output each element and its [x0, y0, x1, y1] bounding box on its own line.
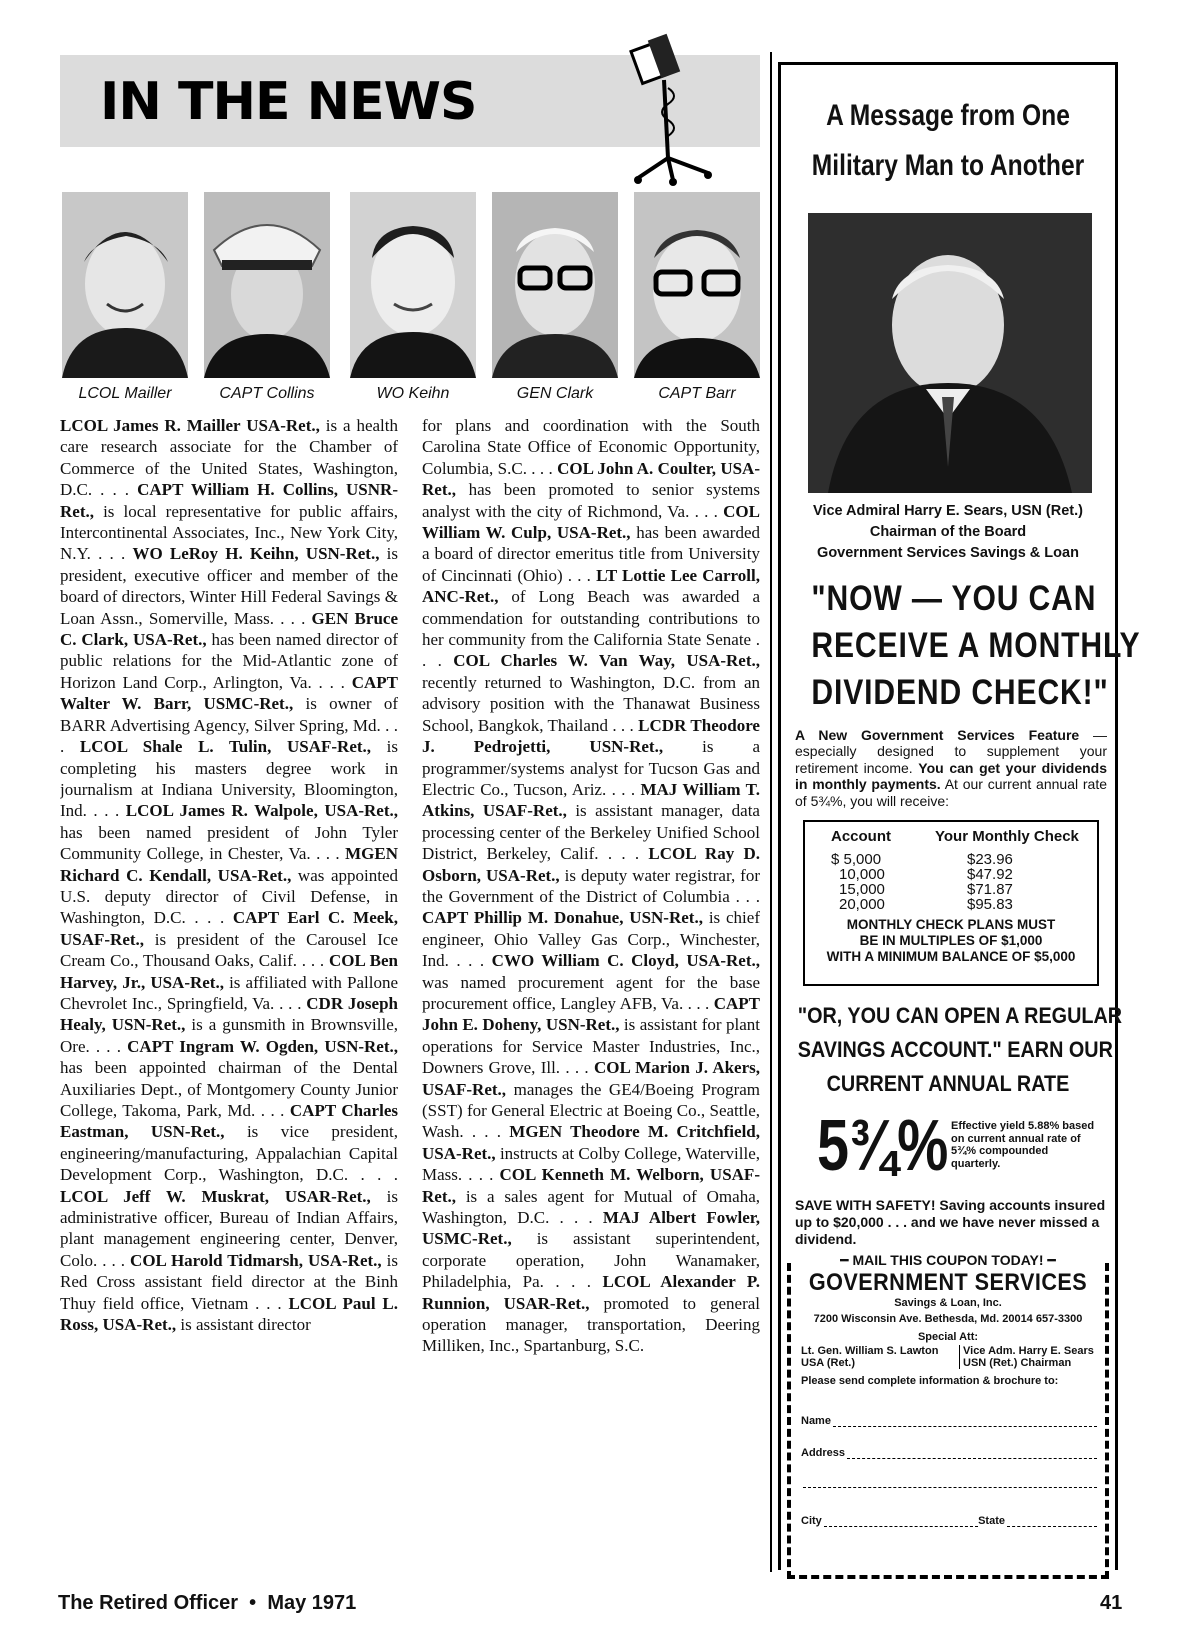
article-text: has been awarded a board of director emeritus title from University of Cincinnati (Ohio) . . . — [422, 523, 760, 585]
person-name: COL Harold Tidmarsh, USA-Ret., — [130, 1250, 382, 1270]
state-label: State — [978, 1515, 1005, 1527]
publication-name: The Retired Officer — [58, 1592, 239, 1614]
ad-portrait-photo — [808, 213, 1092, 493]
person-name: LCOL Shale L. Tulin, USAF-Ret., — [79, 737, 372, 757]
article-text: has been named president of John Tyler Community College, in Chester, Va. . . . — [60, 822, 398, 864]
name-label: Name — [801, 1415, 831, 1427]
person-name: CAPT Earl C. Meek, USAF-Ret., — [60, 908, 398, 949]
page-number: 41 — [1100, 1592, 1123, 1614]
article-text: for plans and coordination with the South Carolina State Office of Economic Opportunity, Columbia, S.C. . . . — [422, 416, 760, 478]
photo-caption: GEN Clark — [516, 385, 594, 402]
person-name: COL William W. Culp, USA-Ret., — [422, 501, 760, 543]
table-note: MONTHLY CHECK PLANS MUST BE IN MULTIPLES OF $1,000 WITH A MINIMUM BALANCE OF $5,000 — [826, 917, 1076, 964]
table-cell-check: $71.87 — [967, 881, 1013, 898]
send-info-label: Please send complete information & brochure to: — [801, 1375, 1059, 1387]
person-name: LCOL Jeff W. Muskrat, USAR-Ret., — [60, 1186, 371, 1206]
table-header-check: Your Monthly Check — [935, 828, 1079, 845]
name-line[interactable] — [833, 1418, 1097, 1427]
article-text: is local representative for public affairs, Intercontinental Associates, Inc., New York City, N.Y. . . . — [60, 501, 398, 564]
contact-lawton: Lt. Gen. William S. Lawton USA (Ret.) — [801, 1345, 939, 1369]
photo-portrait-mailler — [62, 192, 188, 378]
person-name: LCOL Alexander P. Runnion, USAR-Ret., — [422, 1272, 760, 1313]
article-text: has been promoted to senior systems analyst with the city of Richmond, Va. . . . — [422, 480, 760, 521]
article-text: instructs at Colby College, Waterville, Mass. . . . — [422, 1143, 760, 1185]
article-text: manages the GE4/Boeing Program (SST) for General Electric at Boeing Co., Seattle, Wash. . . . — [422, 1079, 760, 1142]
article-text: is affiliated with Pallone Chevrolet Inc., Springfield, Va. . . . — [60, 972, 398, 1013]
person-name: LCOL James R. Mailler USA-Ret., — [60, 416, 320, 435]
ad-headline: "NOW — YOU CAN RECEIVE A MONTHLY DIVIDEND CHECK!" — [811, 579, 1141, 712]
table-cell-account: 15,000 — [839, 881, 885, 898]
photo-portrait-collins — [204, 192, 330, 378]
article-text: is assistant manager, data processing center of the Berkeley Unified School District, Berkeley, Calif. . . . — [422, 801, 760, 864]
person-name: LCOL James R. Walpole, USA-Ret., — [125, 801, 398, 821]
address-field[interactable] — [801, 1447, 1097, 1459]
person-name: COL John A. Coulter, USA-Ret., — [422, 458, 760, 500]
article-text: is completing his masters degree work in journalism at Indiana University, Bloomington, Ind. . . . — [60, 737, 398, 821]
article-text: is a programmer/systems analyst for Tucson Gas and Electric Co., Tucson, Ariz. . . . — [422, 737, 760, 799]
company-subtitle: Savings & Loan, Inc. — [894, 1297, 1002, 1309]
state-line[interactable] — [1007, 1518, 1097, 1527]
article-column-2 — [422, 415, 760, 1575]
table-cell-check: $95.83 — [967, 896, 1013, 913]
table-cell-check: $23.96 — [967, 851, 1013, 868]
advertisement — [778, 62, 1141, 1570]
person-name: LCOL Paul L. Ross, USA-Ret., — [60, 1293, 398, 1335]
person-name: LT Lottie Lee Carroll, ANC-Ret., — [422, 565, 760, 607]
monthly-check-table — [803, 820, 1099, 986]
table-cell-account: 20,000 — [839, 896, 885, 913]
city-label: City — [801, 1515, 822, 1527]
person-name: CAPT William H. Collins, USNR-Ret., — [60, 480, 398, 521]
photo-caption: CAPT Barr — [658, 385, 736, 402]
person-name: CAPT Ingram W. Ogden, USN-Ret., — [127, 1036, 398, 1056]
person-name: MAJ William T. Atkins, USAF-Ret., — [422, 779, 760, 821]
person-name: COL Charles W. Van Way, USA-Ret., — [453, 651, 760, 671]
ad-title: A Message from One Military Man to Another — [811, 99, 1085, 182]
photo-caption: LCOL Mailler — [78, 385, 172, 402]
photo-caption: WO Keihn — [376, 385, 450, 402]
address-line-2[interactable] — [803, 1479, 1097, 1488]
person-name: CAPT John E. Doheny, USN-Ret., — [422, 993, 760, 1035]
table-cell-account: $ 5,000 — [831, 851, 882, 868]
article-text: promoted to general operation manager, transportation, Deering Milliken, Inc., Spartanburg, S.C. — [422, 1293, 760, 1356]
article-text: has been appointed chairman of the Dental Auxiliaries Dept., of Montgomery County Junior College, Takoma, Park, Md. . . . — [60, 1058, 398, 1120]
article-text: was appointed U.S. deputy director of Civil Defense, in Washington, D.C. . . . — [60, 865, 398, 928]
article-text: is administrative officer, Bureau of Indian Affairs, plant management engineering center, Denver, Colo. . . . — [60, 1186, 398, 1270]
person-name: CAPT Charles Eastman, USN-Ret., — [60, 1101, 398, 1142]
issue-date: May 1971 — [267, 1592, 357, 1614]
person-name: WO LeRoy H. Keihn, USN-Ret., — [132, 544, 380, 564]
photo-portrait-barr — [634, 192, 760, 378]
effective-yield-note: Effective yield 5.88% based on current annual rate of 5¾% compounded quarterly. — [951, 1120, 1095, 1170]
person-name: MAJ Albert Fowler, USMC-Ret., — [422, 1208, 760, 1249]
article-text: was named procurement agent for the base procurement office, Langley AFB, Va. . . . — [422, 972, 760, 1013]
person-name: MGEN Theodore M. Critchfield, USA-Ret., — [422, 1122, 760, 1163]
ad-credit: Vice Admiral Harry E. Sears, USN (Ret.) Chairman of the Board Government Services Savings & Loan — [813, 503, 1083, 561]
person-name: CAPT Phillip M. Donahue, USN-Ret., — [422, 908, 703, 928]
column-divider — [770, 52, 772, 1572]
ad-intro-text: A New Government Services Feature — especially designed to supplement your retirement income. You can get your dividends in monthly payments. At our current annual rate of 5¾%, you will receive: — [795, 727, 1107, 809]
person-name: LCOL Ray D. Osborn, USA-Ret., — [422, 844, 760, 885]
company-address: 7200 Wisconsin Ave. Bethesda, Md. 20014 657-3300 — [813, 1313, 1083, 1325]
person-name: GEN Bruce C. Clark, USA-Ret., — [60, 608, 398, 650]
ad-savings-headline: "OR, YOU CAN OPEN A REGULAR SAVINGS ACCOUNT." EARN OUR CURRENT ANNUAL RATE — [797, 1003, 1123, 1096]
article-text: has been named director of public relations for the Mid-Atlantic zone of Horizon Land Corp., Arlington, Va. . . . — [60, 630, 398, 692]
article-text: is president of the Carousel Ice Cream Co., Thousand Oaks, Calif. . . . — [60, 929, 398, 971]
person-name: COL Kenneth M. Welborn, USAF-Ret., — [422, 1165, 760, 1206]
contact-sears: Vice Adm. Harry E. Sears USN (Ret.) Chairman — [959, 1345, 1094, 1369]
article-text: is vice president, engineering/manufacturing, Appalachian Capital Development Corp., Washington, D.C. . . . — [60, 1122, 398, 1185]
photo-caption: CAPT Collins — [219, 385, 315, 402]
photo-portrait-keihn — [350, 192, 476, 378]
person-name: MGEN Richard C. Kendall, USA-Ret., — [60, 844, 398, 885]
annual-rate: 5¾% — [817, 1106, 949, 1186]
safety-note: SAVE WITH SAFETY! Saving accounts insured up to $20,000 . . . and we have never missed a dividend. — [795, 1197, 1106, 1247]
city-state-field[interactable] — [801, 1515, 1097, 1527]
table-header-account: Account — [831, 828, 891, 845]
page-title: IN THE NEWS — [100, 72, 477, 132]
article-text: is a health care research associate for the Chamber of Commerce of the United States, Washington, D.C. . . . — [60, 416, 398, 500]
article-text: is a sales agent for Mutual of Omaha, Washington, D.C. . . . — [422, 1186, 760, 1228]
article-text: is chief engineer, Ohio Valley Gas Corp., Winchester, Ind. . . . — [422, 908, 760, 971]
article-text: is president, executive officer and member of the board of directors, Winter Hill Federal Savings & Loan Assn., Somerville, Mass. . . . — [60, 544, 398, 628]
footer-publication — [58, 1592, 356, 1615]
article-text: is assistant director — [176, 1315, 311, 1335]
person-name: COL Ben Harvey, Jr., USA-Ret., — [60, 951, 398, 992]
article-text: is Red Cross assistant field director at the Binh Thuy field office, Vietnam . . . — [60, 1250, 398, 1313]
person-name: LCDR Theodore J. Pedrojetti, USN-Ret., — [422, 715, 760, 757]
photo-portrait-clark — [492, 192, 618, 378]
coupon-header: ━ MAIL THIS COUPON TODAY! ━ — [791, 1252, 1105, 1269]
article-column-1 — [60, 415, 398, 1575]
tv-camera-icon — [628, 28, 718, 188]
table-cell-check: $47.92 — [967, 866, 1013, 883]
article-text: is assistant for plant operations for Service Master Industries, Inc., Downers Grove, Ill. . . . — [422, 1015, 760, 1078]
article-text: is a gunsmith in Brownsville, Ore. . . . — [60, 1015, 398, 1056]
address-line-2-field[interactable] — [801, 1479, 1097, 1488]
person-name: CWO William C. Cloyd, USA-Ret., — [491, 951, 760, 971]
mail-coupon — [787, 1252, 1109, 1579]
address-line[interactable] — [847, 1450, 1097, 1459]
special-attention-label: Special Att: — [917, 1331, 979, 1343]
city-line[interactable] — [824, 1518, 978, 1527]
footer-bullet: • — [249, 1592, 257, 1614]
name-field[interactable] — [801, 1415, 1097, 1427]
person-name: COL Marion J. Akers, USAF-Ret., — [422, 1058, 760, 1099]
table-cell-account: 10,000 — [839, 866, 885, 883]
address-label: Address — [801, 1447, 846, 1459]
person-name: CAPT Walter W. Barr, USMC-Ret., — [60, 672, 398, 714]
company-name: GOVERNMENT SERVICES — [808, 1269, 1088, 1296]
article-text: of Long Beach was awarded a commendation for outstanding contributions to her community from the California State Senate . . . — [422, 587, 760, 671]
article-text: is assistant superintendent, corporate operation, John Wanamaker, Philadelphia, Pa. . . . — [422, 1229, 760, 1292]
person-name: CDR Joseph Healy, USN-Ret., — [60, 993, 398, 1035]
article-text: recently returned to Washington, D.C. from an advisory position with the Thanawat Business School, Bangkok, Thailand . . . — [422, 672, 760, 735]
article-text: is owner of BARR Advertising Agency, Silver Spring, Md. . . . — [60, 694, 398, 757]
article-text: is deputy water registrar, for the Government of the District of Columbia . . . — [422, 865, 760, 906]
